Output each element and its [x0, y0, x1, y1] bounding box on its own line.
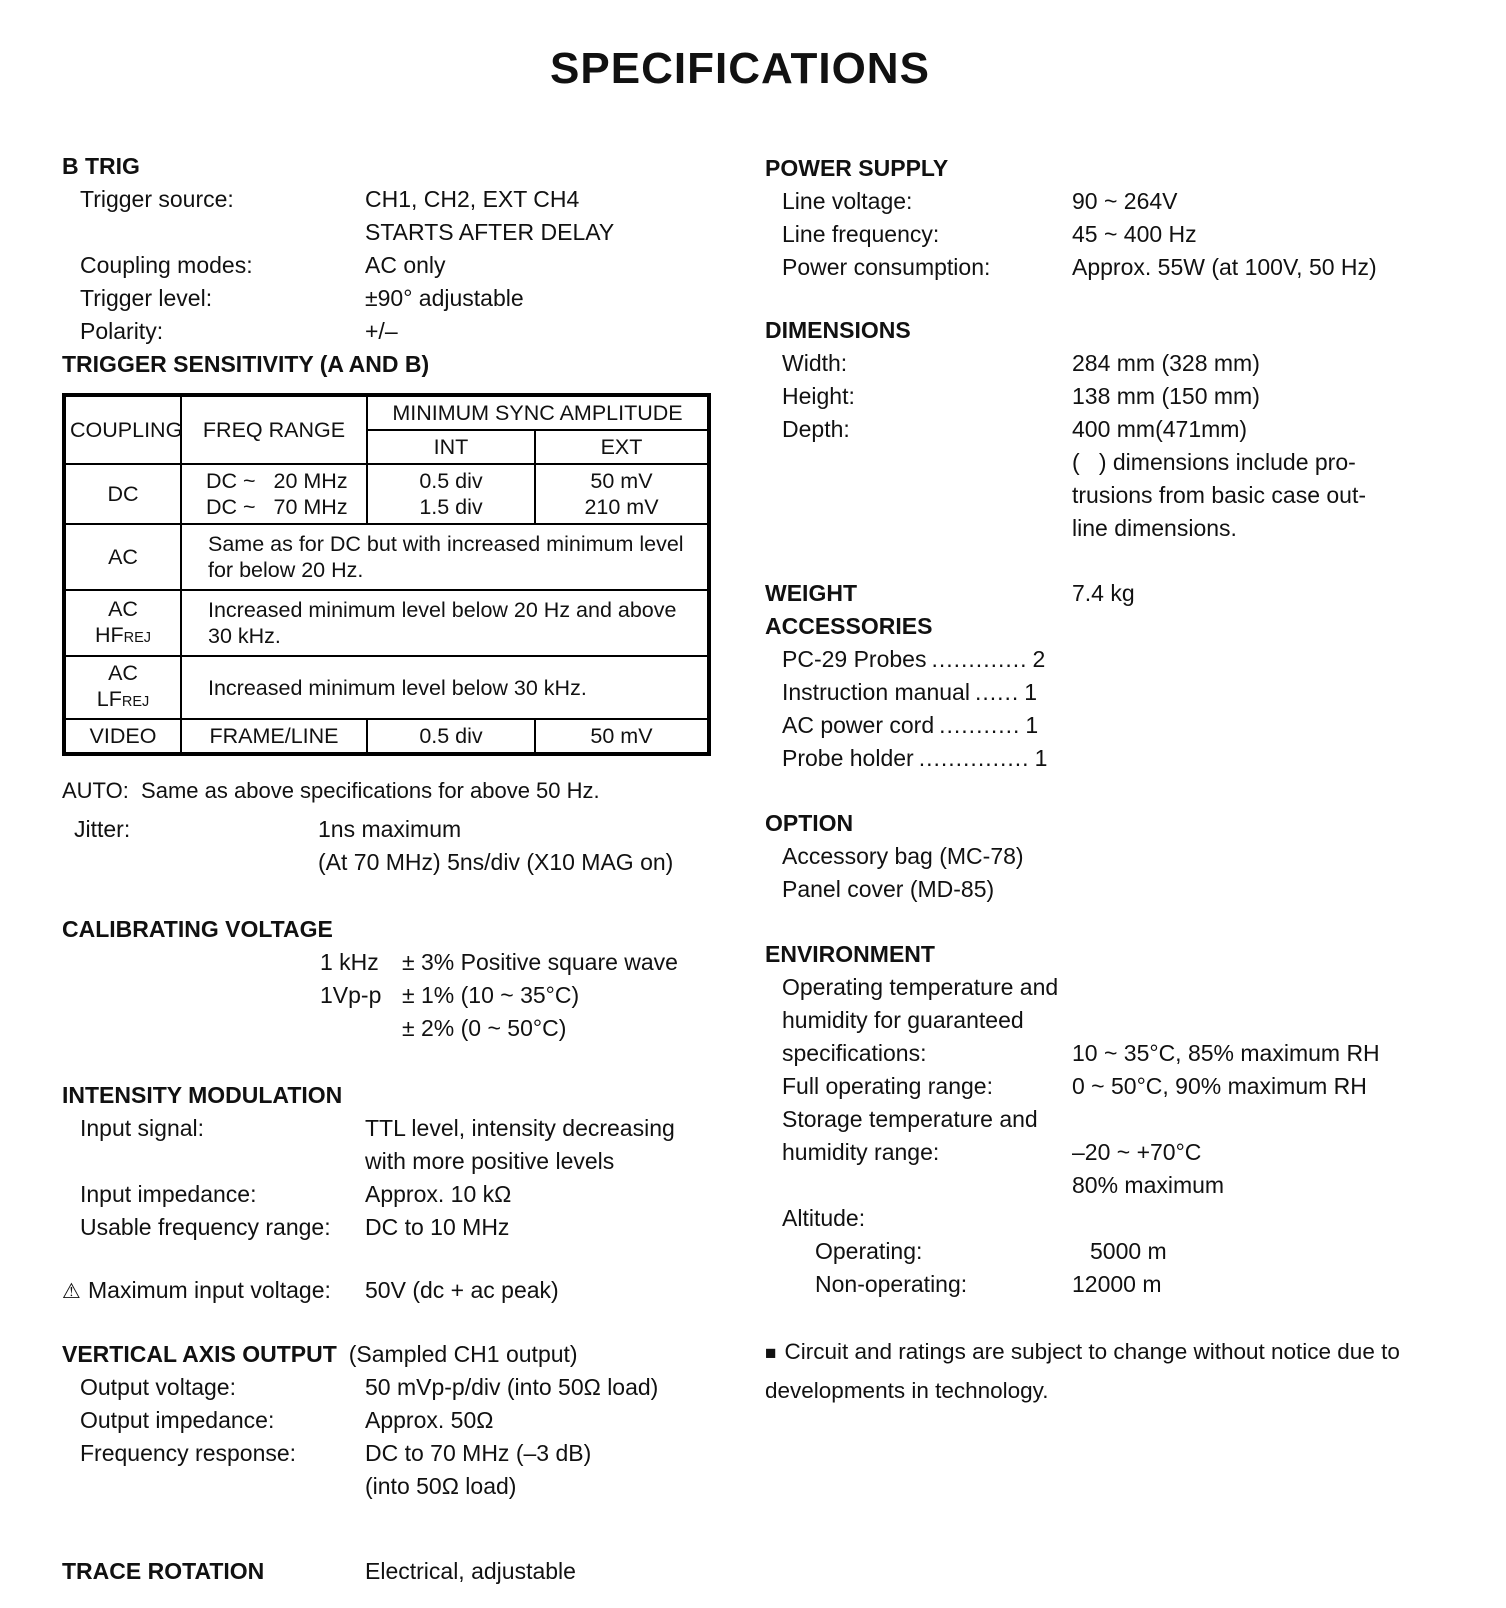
cal-col2: ± 3% Positive square wave: [402, 949, 678, 975]
spec-label: Output voltage:: [80, 1374, 236, 1400]
spec-value: Approx. 55W (at 100V, 50 Hz): [1072, 254, 1377, 280]
weight-row: [765, 577, 1465, 610]
spec-value: 90 ~ 264V: [1072, 188, 1178, 214]
ext-line: 50 mV: [590, 469, 653, 493]
spec-label: Line frequency:: [782, 221, 940, 247]
coupling-line: AC: [108, 661, 138, 685]
spec-value: 284 mm (328 mm): [1072, 350, 1260, 376]
spec-row: [62, 1145, 724, 1178]
footnote-line: developments in technology.: [765, 1378, 1049, 1403]
accessory-item: [765, 709, 1465, 742]
spec-value: ±90° adjustable: [365, 285, 524, 311]
dot-leader: .............: [931, 646, 1028, 672]
section-heading-trigger-sensitivity: TRIGGER SENSITIVITY (A AND B): [62, 351, 430, 377]
spec-value: 45 ~ 400 Hz: [1072, 221, 1197, 247]
spec-row: [62, 315, 724, 348]
section-heading-weight: WEIGHT: [765, 580, 857, 606]
accessory-item: [765, 676, 1465, 709]
accessory-name: AC power cord: [782, 712, 935, 738]
spec-value: 50 mVp-p/div (into 50Ω load): [365, 1374, 659, 1400]
freq-line: DC ~ 70 MHz: [206, 495, 348, 519]
spec-label: Coupling modes:: [80, 252, 253, 278]
table-row-ac: [64, 524, 709, 590]
spec-row: [62, 1178, 724, 1211]
freq-line: DC ~ 20 MHz: [206, 469, 348, 493]
spec-row: [765, 347, 1465, 380]
spec-row: [765, 1070, 1465, 1103]
trigger-sensitivity-table: [62, 393, 711, 756]
cell-note: Same as for DC but with increased minimum level for below 20 Hz.: [181, 524, 709, 590]
spec-row: [765, 218, 1465, 251]
col-header-int: INT: [367, 430, 535, 464]
cell-note: Increased minimum level below 30 kHz.: [181, 656, 709, 719]
spec-value: 7.4 kg: [1072, 580, 1135, 606]
cal-col2: ± 2% (0 ~ 50°C): [402, 1015, 567, 1041]
spec-value: 0 ~ 50°C, 90% maximum RH: [1072, 1073, 1367, 1099]
cell-note: Increased minimum level below 20 Hz and above 30 kHz.: [181, 590, 709, 656]
spec-row: [62, 216, 724, 249]
jitter-row-cont: [62, 846, 724, 879]
cal-col1: [320, 1012, 402, 1045]
spec-label: Input impedance:: [80, 1181, 257, 1207]
ext-line: 210 mV: [584, 495, 659, 519]
spec-value: –20 ~ +70°C: [1072, 1139, 1202, 1165]
spec-row: [765, 1136, 1465, 1169]
footnote-line: ■ Circuit and ratings are subject to change without notice due to: [765, 1339, 1400, 1364]
accessory-qty: 1: [1025, 712, 1039, 738]
cell-coupling: AC: [64, 524, 181, 590]
cal-col1: 1 kHz: [320, 949, 379, 975]
spec-row: [765, 185, 1465, 218]
right-column: [765, 152, 1465, 1409]
col-header-ext: EXT: [535, 430, 709, 464]
dot-leader: ...........: [939, 712, 1021, 738]
spec-row: [765, 1235, 1465, 1268]
section-heading-power-supply: POWER SUPPLY: [765, 155, 949, 181]
cell-coupling: VIDEO: [64, 719, 181, 754]
table-header-row: [64, 395, 709, 430]
cell-coupling: DC: [64, 464, 181, 524]
page-title: SPECIFICATIONS: [550, 44, 930, 93]
spec-row: [765, 251, 1465, 284]
spec-label: Operating temperature and: [782, 974, 1059, 1000]
spec-value: (At 70 MHz) 5ns/div (X10 MAG on): [318, 849, 674, 875]
spec-value: AC only: [365, 252, 446, 278]
table-row-ac-lfrej: [64, 656, 709, 719]
heading-note: (Sampled CH1 output): [348, 1341, 578, 1367]
spec-label: Polarity:: [80, 318, 164, 344]
warning-icon: ⚠: [62, 1280, 81, 1303]
spec-value: DC to 10 MHz: [365, 1214, 510, 1240]
spec-label: specifications:: [782, 1040, 927, 1066]
spec-row: [62, 1404, 724, 1437]
section-heading-dimensions: DIMENSIONS: [765, 317, 911, 343]
col-header-coupling: COUPLING: [64, 395, 181, 464]
spec-label: Line voltage:: [782, 188, 913, 214]
spec-label: ⚠ Maximum input voltage:: [62, 1274, 365, 1308]
accessory-name: Instruction manual: [782, 679, 970, 705]
spec-label: Usable frequency range:: [80, 1214, 331, 1240]
spec-value: Approx. 10 kΩ: [365, 1181, 512, 1207]
spec-row: [765, 971, 1465, 1004]
spec-row: [62, 1437, 724, 1470]
accessory-qty: 2: [1032, 646, 1046, 672]
table-row-dc: [64, 464, 709, 524]
cal-col2: ± 1% (10 ~ 35°C): [402, 982, 580, 1008]
accessory-qty: 1: [1024, 679, 1038, 705]
trace-rotation-row: [62, 1555, 724, 1588]
spec-label: Operating:: [815, 1238, 923, 1264]
cal-col1: 1Vp-p: [320, 982, 382, 1008]
cell-freq-range: FRAME/LINE: [181, 719, 367, 754]
section-heading-b-trig: B TRIG: [62, 153, 140, 179]
spec-value: Electrical, adjustable: [365, 1558, 576, 1584]
spec-row: [62, 1470, 724, 1503]
spec-label: Frequency response:: [80, 1440, 297, 1466]
cell-ext: 50 mV: [535, 719, 709, 754]
accessory-name: Probe holder: [782, 745, 914, 771]
spec-value: STARTS AFTER DELAY: [365, 219, 615, 245]
spec-value: ( ) dimensions include pro-: [1072, 449, 1356, 475]
spec-row: [765, 1037, 1465, 1070]
spec-label: Altitude:: [782, 1205, 866, 1231]
spec-value: 1ns maximum: [318, 816, 462, 842]
spec-value: CH1, CH2, EXT CH4: [365, 186, 580, 212]
spec-row: [765, 1004, 1465, 1037]
spec-label: Storage temperature and: [782, 1106, 1038, 1132]
section-heading-accessories: ACCESSORIES: [765, 613, 933, 639]
auto-note: AUTO: Same as above specifications for above 50 Hz.: [62, 778, 600, 803]
left-column: [62, 150, 724, 1588]
spec-value: 5000 m: [1090, 1238, 1167, 1264]
cal-line: [62, 979, 724, 1012]
max-input-voltage-row: [62, 1274, 724, 1308]
section-heading-trace-rotation: TRACE ROTATION: [62, 1558, 265, 1584]
spec-row: [765, 380, 1465, 413]
spec-value: 80% maximum: [1072, 1172, 1225, 1198]
spec-label: Power consumption:: [782, 254, 991, 280]
footnote: [765, 1333, 1465, 1409]
option-item: Accessory bag (MC-78): [782, 843, 1024, 869]
dot-leader: ...............: [918, 745, 1030, 771]
cell-int: [367, 464, 535, 524]
section-heading-calibrating-voltage: CALIBRATING VOLTAGE: [62, 916, 333, 942]
spec-value: trusions from basic case out-: [1072, 482, 1367, 508]
spec-label: Height:: [782, 383, 855, 409]
spec-value: +/–: [365, 318, 398, 344]
spec-row: [765, 446, 1465, 479]
spec-label: Width:: [782, 350, 848, 376]
spec-row: [62, 1211, 724, 1244]
spec-value: DC to 70 MHz (–3 dB): [365, 1440, 592, 1466]
spec-row: [62, 183, 724, 216]
spec-label: Full operating range:: [782, 1073, 993, 1099]
int-line: 1.5 div: [419, 495, 483, 519]
altitude-row: [765, 1202, 1465, 1235]
spec-value: TTL level, intensity decreasing: [365, 1115, 675, 1141]
coupling-line: HFREJ: [94, 622, 152, 647]
cell-int: 0.5 div: [367, 719, 535, 754]
accessory-item: [765, 643, 1465, 676]
accessory-name: PC-29 Probes: [782, 646, 927, 672]
spec-label: Input signal:: [80, 1115, 205, 1141]
spec-row: [62, 1371, 724, 1404]
spec-value: 12000 m: [1072, 1271, 1162, 1297]
table-row-video: [64, 719, 709, 754]
accessory-qty: 1: [1034, 745, 1048, 771]
spec-value: 10 ~ 35°C, 85% maximum RH: [1072, 1040, 1380, 1066]
spec-value: 138 mm (150 mm): [1072, 383, 1260, 409]
col-header-min-sync-amplitude: MINIMUM SYNC AMPLITUDE: [367, 395, 709, 430]
spec-row: [765, 512, 1465, 545]
spec-value: 400 mm(471mm): [1072, 416, 1248, 442]
spec-value: line dimensions.: [1072, 515, 1237, 541]
section-heading-environment: ENVIRONMENT: [765, 941, 935, 967]
section-heading-option: OPTION: [765, 810, 854, 836]
table-row-ac-hfrej: [64, 590, 709, 656]
cell-coupling: [64, 590, 181, 656]
spec-row: [765, 1103, 1465, 1136]
spec-label: Output impedance:: [80, 1407, 275, 1433]
cal-line: [62, 1012, 724, 1045]
spec-label: Jitter:: [74, 816, 131, 842]
option-item: Panel cover (MD-85): [782, 876, 995, 902]
spec-row: [765, 413, 1465, 446]
spec-row: [765, 1169, 1465, 1202]
spec-label: humidity range:: [782, 1139, 940, 1165]
coupling-line: AC: [108, 596, 138, 621]
spec-row: [62, 282, 724, 315]
dot-leader: ......: [974, 679, 1020, 705]
coupling-line: LFREJ: [96, 687, 150, 711]
spec-value: with more positive levels: [365, 1148, 615, 1174]
square-bullet-icon: ■: [765, 1343, 777, 1364]
spec-label: Depth:: [782, 416, 850, 442]
spec-row: [62, 1112, 724, 1145]
int-line: 0.5 div: [419, 469, 483, 493]
jitter-row: [62, 813, 724, 846]
accessory-item: [765, 742, 1465, 775]
spec-label: Trigger level:: [80, 285, 213, 311]
cal-line: [62, 946, 724, 979]
section-heading-vertical-axis-output: VERTICAL AXIS OUTPUT: [62, 1341, 337, 1367]
spec-row: [765, 479, 1465, 512]
spec-row: [62, 249, 724, 282]
spec-label: Non-operating:: [815, 1271, 968, 1297]
col-header-freq-range: FREQ RANGE: [181, 395, 367, 464]
cell-ext: [535, 464, 709, 524]
spec-value: 50V (dc + ac peak): [365, 1277, 559, 1303]
cell-freq-range: [181, 464, 367, 524]
spec-row: [765, 1268, 1465, 1301]
vertical-axis-output-heading-row: [62, 1338, 724, 1371]
cell-coupling: [64, 656, 181, 719]
spec-value: (into 50Ω load): [365, 1473, 517, 1499]
section-heading-intensity-modulation: INTENSITY MODULATION: [62, 1082, 343, 1108]
spec-label: Trigger source:: [80, 186, 234, 212]
spec-value: Approx. 50Ω: [365, 1407, 494, 1433]
spec-label: humidity for guaranteed: [782, 1007, 1024, 1033]
